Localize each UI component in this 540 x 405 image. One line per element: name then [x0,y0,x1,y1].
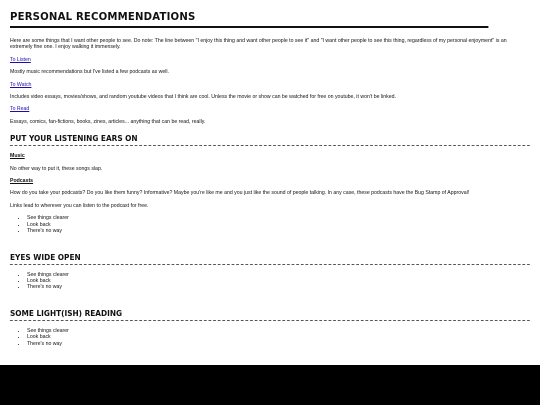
list-item: • Look back [27,278,530,284]
list-item: • See things clearer [27,328,530,334]
podcasts-note: Links lead to wherever you can listen to the podcast for free. [10,202,149,209]
to-listen-description: Mostly music recommendations but I've listed a few podcasts as well. [10,69,169,76]
list-item: • Look back [27,222,530,228]
section-heading-reading: SOME LIGHT(ISH) READING [10,309,530,321]
intro-text: Here are some things that I want other people to see. Do note: The line between "I enjoy this thing and want other people to see it" and "I want other people to see this thing, regardless of my personal enjoyment" is an extremely fine one. I enjoy walking it immensely. [10,38,507,51]
list-item: • See things clearer [27,272,530,278]
to-watch-description: Includes video essays, movies/shows, and random youtube videos that I think are cool. Unless the movie or show can be watched for free on youtube, it won't be linked. [10,94,396,101]
reading-list [10,328,530,347]
link-to-listen[interactable]: To Listen [10,56,31,63]
section-heading-listening: PUT YOUR LISTENING EARS ON [10,134,530,146]
list-item: • Look back [27,334,530,340]
watching-list [10,272,530,291]
section-heading-watching: EYES WIDE OPEN [10,253,530,265]
listening-list [10,215,530,234]
podcasts-text: How do you take your podcasts? Do you like them funny? Informative? Maybe you're like me and you just like the sound of people talking. In any case, these podcasts have the Bug Stamp of Approval! [10,190,470,197]
list-item: • There's no way [27,284,530,290]
music-text: No other way to put it, these songs slap. [10,165,103,172]
list-item: • There's no way [27,341,530,347]
list-item: • There's no way [27,228,530,234]
podcasts-subheading: Podcasts [10,178,34,185]
link-to-watch[interactable]: To Watch [10,81,32,88]
page-title: PERSONAL RECOMMENDATIONS [10,10,488,28]
list-item: • See things clearer [27,215,530,221]
link-to-read[interactable]: To Read [10,106,30,113]
to-read-description: Essays, comics, fan-fictions, books, zines, articles... anything that can be read, really. [10,118,206,125]
music-subheading: Music [10,153,25,160]
